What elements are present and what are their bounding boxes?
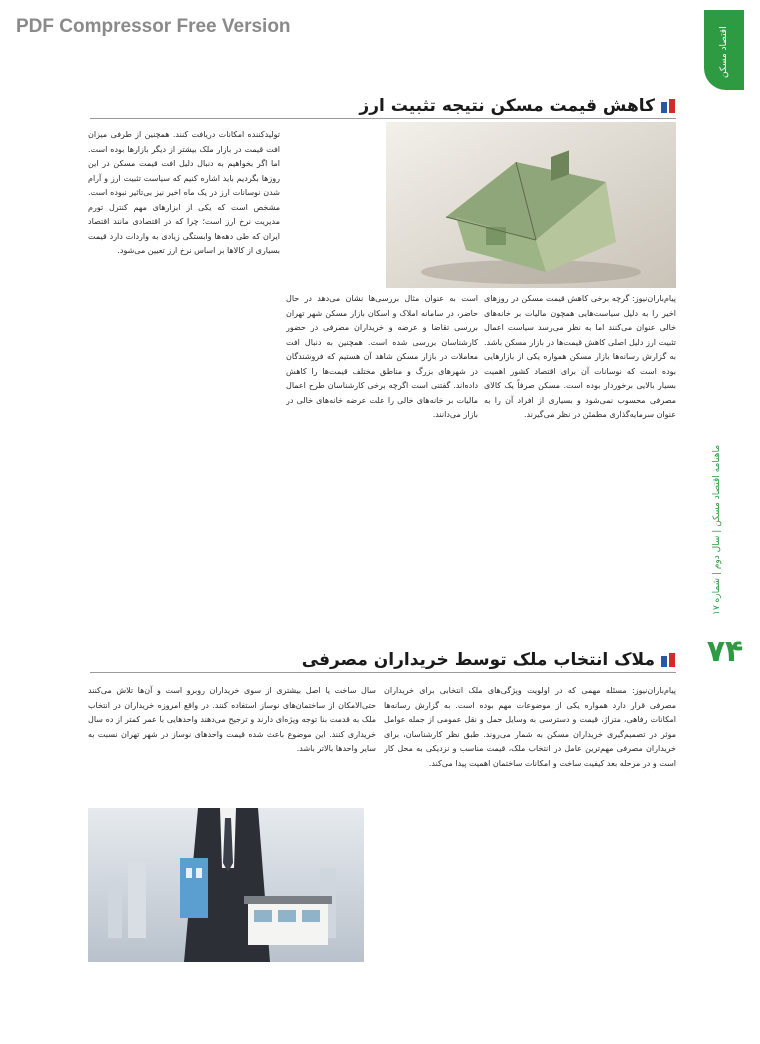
money-house-photo xyxy=(386,122,676,288)
article-1-title: کاهش قیمت مسکن نتیجه تثبیت ارز xyxy=(359,96,655,116)
article-2-heading xyxy=(302,650,675,670)
article-1-heading xyxy=(359,96,675,116)
heading-marker-icon xyxy=(661,99,675,113)
article-1-column-2 xyxy=(286,292,478,632)
article-2-title: ملاک انتخاب ملک توسط خریداران مصرفی xyxy=(301,650,655,670)
article-1-column-1 xyxy=(484,292,676,632)
magazine-caption: ماهنامه اقتصاد مسکن | سال دوم | شماره ۱۷ xyxy=(712,444,722,616)
article-1-col-2-text: است به عنوان مثال بررسی‌ها نشان می‌دهد در حال حاضر، در سامانه املاک و اسکان بازار مسکن شهر تهران بررسی تقاضا و عرضه و خریداران مصرفی در حضور کارشناسان بررسی شده است. همچنین به دنبال افت معاملات در بازار مسکن شاهد آن هستیم که فروشندگان در شهرهای بزرگ و مناطق مختلف قیمت‌ها را کاهش داده‌اند. گفتنی است اگرچه برخی کارشناسان طرح اعمال مالیات بر خانه‌های خالی را علت عرضه خانه‌های خالی در بازار می‌دانند. xyxy=(286,294,478,419)
article-2-column-2 xyxy=(88,684,376,800)
article-2-rule xyxy=(90,672,676,673)
heading-marker-icon xyxy=(661,653,675,667)
article-1-column-3 xyxy=(88,128,280,632)
article-1-rule xyxy=(90,118,676,119)
article-1-col-1-text: پیام‌باران‌نیوز: گرچه برخی کاهش قیمت مسکن در روزهای اخیر را به دلیل سیاست‌هایی همچون مالیات بر خانه‌های خالی عنوان می‌کنند اما به نظر می‌رسد سیاست اعمال تثبیت ارز دلیل اصلی کاهش قیمت‌ها در بازار مسکن باشد. به گزارش رسانه‌ها بازار مسکن همواره یکی از بازارهایی بوده است که نوسانات آن برای اقتصاد کشور اهمیت بسیار بالایی برخوردار بوده است. مسکن صرفاً یک کالای مصرفی محسوب نمی‌شود و بسیاری از افراد آن را به عنوان سرمایه‌گذاری مطمئن در نظر می‌گیرند. xyxy=(484,294,676,419)
article-1-col-3-text: تولیدکننده امکانات دریافت کنند. همچنین از طرفی میزان افت قیمت در بازار ملک بیشتر از دیگر بازارها بوده است. اما اگر بخواهیم به دنبال دلیل افت قیمت مسکن در این روزها بگردیم باید اشاره کنیم که سیاست تثبیت ارز و آرام شدن نوسانات ارز در یک ماه اخیر نیز بی‌تاثیر نبوده است. مشخص است که یکی از ابزارهای مهم کنترل تورم مدیریت نرخ ارز است؛ چرا که در اقتصادی مانند اقتصاد ایران که طی دهه‌ها وابستگی زیادی به واردات دارد قیمت بسیاری از کالاها بر اساس نرخ ارز تعیین می‌شود. xyxy=(88,130,280,255)
businessman-house-photo xyxy=(88,808,364,962)
section-tab-label: اقتصاد مسکن xyxy=(719,26,729,78)
article-2-column-1 xyxy=(384,684,676,1014)
article-2-col-2-text: سال ساخت یا اصل بیشتری از سوی خریداران روبرو است و آن‌ها تلاش می‌کنند حتی‌الامکان از ساختمان‌های نوساز استفاده کنند. در واقع امروزه خریداران در انتخاب ملک به قدمت بنا توجه ویژه‌ای دارند و ترجیح می‌دهند واحدهایی با عمر کمتر از ده سال خریداری کنند. این موضوع باعث شده قیمت واحدهای نوساز در شهر تهران نسبت به سایر واحدها بالاتر باشد. xyxy=(88,686,376,753)
page-number: ۷۴ xyxy=(706,634,744,669)
money-house-illustration xyxy=(386,122,676,288)
watermark-banner: PDF Compressor Free Version xyxy=(16,16,291,37)
businessman-house-illustration xyxy=(88,808,364,962)
section-tab xyxy=(704,10,744,90)
article-2-col-1-text: پیام‌باران‌نیوز: مسئله مهمی که در اولویت ویژگی‌های ملک انتخابی برای خریداران مصرفی قرار دارد همواره یکی از موضوعات مهم بوده است. به گزارش رسانه‌ها امکانات رفاهی، متراژ، قیمت و دسترسی به وسایل حمل و نقل عمومی از جمله عوامل موثر در تصمیم‌گیری خریداران مسکن به شمار می‌روند. طبق نظر کارشناسان، برای خریداران مصرفی مهم‌ترین عامل در انتخاب ملک، قیمت مناسب و نزدیکی به محل کار است و در مرحله بعد کیفیت ساخت و امکانات ساختمان اهمیت پیدا می‌کند. xyxy=(384,686,676,768)
